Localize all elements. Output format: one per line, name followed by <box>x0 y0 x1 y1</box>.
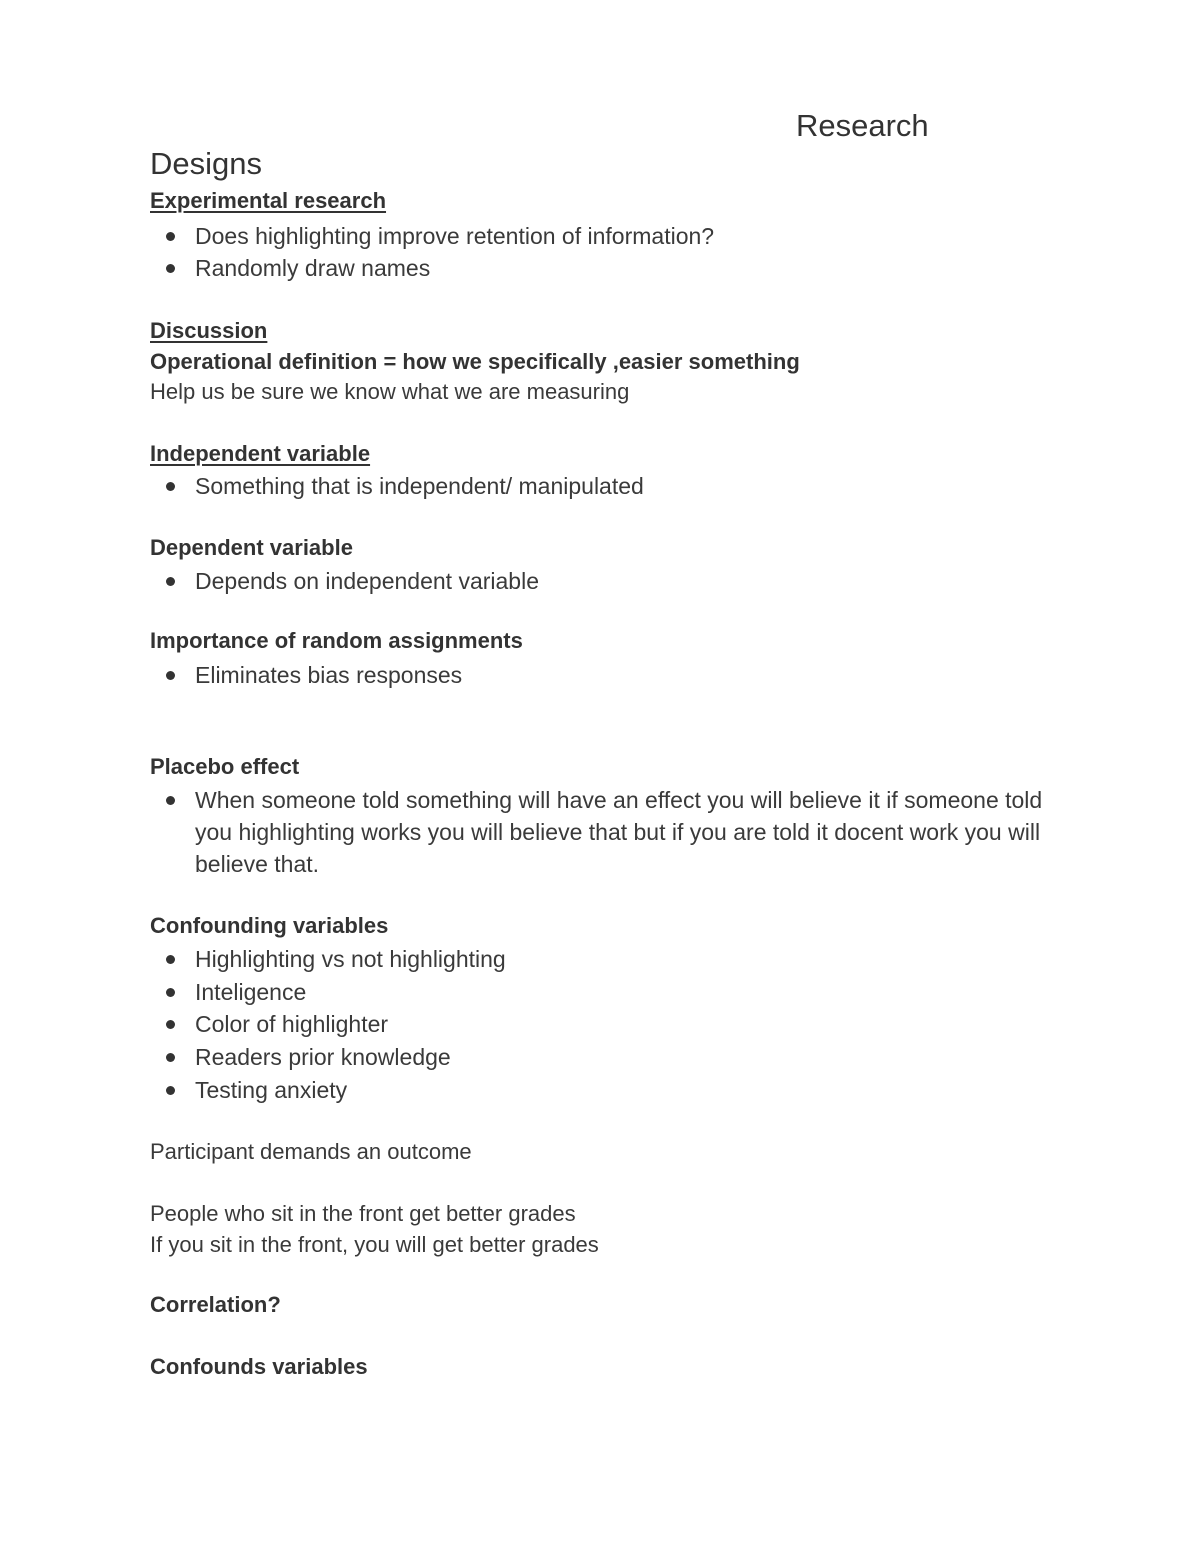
title-research: Research <box>796 108 929 143</box>
bullet-icon <box>166 232 175 241</box>
bullet-icon <box>166 577 175 586</box>
heading-confounds-variables: Confounds variables <box>150 1354 368 1379</box>
operational-definition: Operational definition = how we specifically ,easier something <box>150 349 800 374</box>
bullet-icon <box>166 796 175 805</box>
list-item: Readers prior knowledge <box>166 1041 1046 1073</box>
bullet-icon <box>166 1086 175 1095</box>
list-item: Testing anxiety <box>166 1074 1046 1106</box>
front-text-1: People who sit in the front get better grades <box>150 1201 576 1226</box>
heading-random-assignments: Importance of random assignments <box>150 628 523 653</box>
heading-dependent-variable: Dependent variable <box>150 535 353 560</box>
heading-placebo-effect: Placebo effect <box>150 754 300 779</box>
list-item: Does highlighting improve retention of information? <box>166 220 1046 252</box>
bullet-icon <box>166 1053 175 1062</box>
bullet-icon <box>166 988 175 997</box>
heading-discussion: Discussion <box>150 318 268 343</box>
heading-correlation: Correlation? <box>150 1292 281 1317</box>
bullet-icon <box>166 264 175 273</box>
list-item: Randomly draw names <box>166 252 1046 284</box>
bullet-icon <box>166 955 175 964</box>
list-item: Highlighting vs not highlighting <box>166 943 1046 975</box>
list-item: Color of highlighter <box>166 1008 1046 1040</box>
bullet-icon <box>166 671 175 680</box>
front-text-2: If you sit in the front, you will get better grades <box>150 1232 599 1257</box>
bullet-icon <box>166 482 175 491</box>
list-item: Eliminates bias responses <box>166 659 1046 691</box>
bullet-icon <box>166 1020 175 1029</box>
participant-text: Participant demands an outcome <box>150 1139 472 1164</box>
list-item: Something that is independent/ manipulated <box>166 470 1046 502</box>
discussion-text: Help us be sure we know what we are measuring <box>150 379 630 404</box>
title-designs: Designs <box>150 146 262 181</box>
list-item: Depends on independent variable <box>166 565 1046 597</box>
heading-experimental-research: Experimental research <box>150 188 387 213</box>
heading-confounding-variables: Confounding variables <box>150 913 389 938</box>
heading-independent-variable: Independent variable <box>150 441 371 466</box>
list-item: Inteligence <box>166 976 1046 1008</box>
list-item: When someone told something will have an effect you will believe it if someone told you highlighting works you will believe that but if you are told it docent work you will believe that. <box>166 784 1046 880</box>
